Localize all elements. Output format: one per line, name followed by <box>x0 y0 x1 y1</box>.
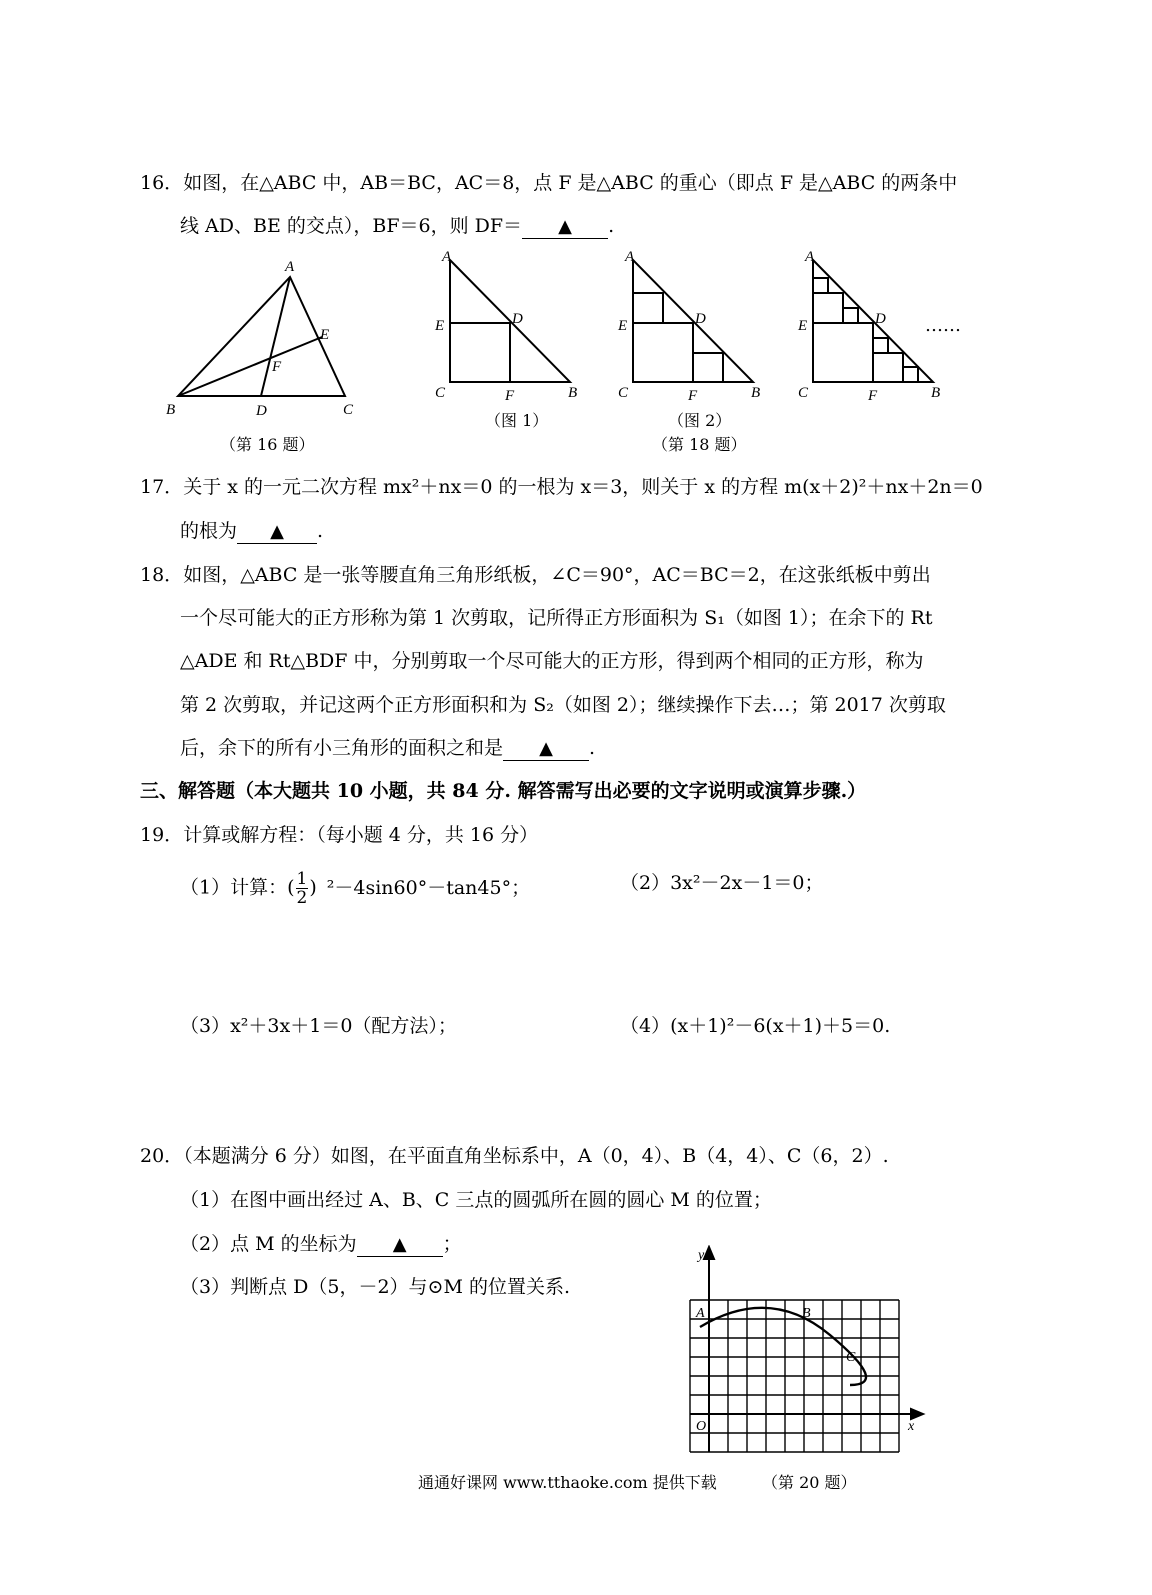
q18-answer-blank <box>503 738 589 761</box>
fig3-label-d: D <box>875 311 886 327</box>
q17-text-1: 关于 x 的一元二次方程 mx²＋nx＝0 的一根为 x＝3，则关于 x 的方程 m(x＋2)²＋nx＋2n＝0 <box>183 476 983 498</box>
fig1-label-b: B <box>568 385 578 401</box>
section3-title: 三、解答题（本大题共 10 小题，共 84 分. 解答需写出必要的文字说明或演算步骤.） <box>140 780 867 802</box>
fig2-label-d: D <box>695 311 706 327</box>
q20-answer-blank <box>357 1234 443 1257</box>
fig1-label-f: F <box>505 388 515 404</box>
q20-grid-lines <box>690 1300 899 1452</box>
q16-label-e: E <box>320 327 330 343</box>
fig3-label-a: A <box>805 249 815 265</box>
q20-line1 <box>140 1143 889 1169</box>
q20-label-c: C <box>846 1350 856 1365</box>
q18-line1 <box>140 562 931 588</box>
q19-number: 19． <box>140 824 184 846</box>
q16-figure <box>160 255 370 425</box>
q19-part2: （2）3x²－2x－1＝0； <box>620 872 824 894</box>
q20-label-y: y <box>698 1248 705 1263</box>
q19-title: 计算或解方程：（每小题 4 分，共 16 分） <box>183 824 539 846</box>
q16-label-f: F <box>272 359 282 375</box>
q18-line2: 一个尽可能大的正方形称为第 1 次剪取，记所得正方形面积为 S₁（如图 1）；在余下的 Rt <box>180 607 933 629</box>
q20-caption: （第 20 题） <box>762 1473 857 1492</box>
q18-line4: 第 2 次剪取，并记这两个正方形面积和为 S₂（如图 2）；继续操作下去…；第 2017 次剪取 <box>180 694 946 716</box>
q20-label-a: A <box>696 1306 705 1321</box>
fig1-label-d: D <box>512 311 523 327</box>
q17-line2 <box>180 518 323 544</box>
q16-label-c: C <box>343 402 354 418</box>
q16-text-1: 如图，在△ABC 中，AB＝BC，AC＝8，点 F 是△ABC 的重心（即点 F 是△ABC 的两条中 <box>183 172 958 194</box>
q18-ellipsis: …… <box>925 315 961 336</box>
q17-line1 <box>140 474 983 500</box>
q17-answer-blank <box>237 521 317 544</box>
q18-figs-caption: （第 18 题） <box>652 435 747 454</box>
q17-period: . <box>317 520 324 542</box>
q19-p1-prefix: （1）计算：( <box>180 876 295 899</box>
fig1-label-a: A <box>442 249 452 265</box>
q16-line2 <box>180 213 614 239</box>
q20-text-1: （本题满分 6 分）如图，在平面直角坐标系中，A（0，4）、B（4，4）、C（6，2）. <box>183 1145 889 1167</box>
q20-part2 <box>180 1231 462 1257</box>
q17-text-2: 的根为 <box>180 520 238 542</box>
fig3-label-f: F <box>868 388 878 404</box>
triangle-mark-icon: ▲ <box>270 521 284 542</box>
fig2-label-a: A <box>625 249 635 265</box>
q16-number: 16． <box>140 172 184 194</box>
q19-p1-paren: ) <box>309 876 317 899</box>
q17-number: 17． <box>140 476 184 498</box>
footer-source: 通通好课网 www.tthaoke.com 提供下载 <box>418 1473 717 1492</box>
fig2-label-f: F <box>688 388 698 404</box>
triangle-mark-icon: ▲ <box>392 1234 407 1255</box>
q16-median-be <box>178 337 322 396</box>
q16-line1 <box>140 170 957 196</box>
q20-grid-figure <box>680 1245 930 1455</box>
q20-p2-text: （2）点 M 的坐标为 <box>180 1233 357 1255</box>
fig2-label-c: C <box>618 385 629 401</box>
q18-line3: △ADE 和 Rt△BDF 中，分别剪取一个尽可能大的正方形，得到两个相同的正方形，称为 <box>180 650 924 672</box>
q20-label-o: O <box>696 1419 707 1434</box>
q18-text-5: 后，余下的所有小三角形的面积之和是 <box>180 737 504 759</box>
q18-period: . <box>589 737 596 759</box>
q18-line5 <box>180 735 595 761</box>
x-axis-arrow-icon <box>911 1409 923 1419</box>
q18-fig2 <box>613 245 773 410</box>
fig3-label-b: B <box>931 385 941 401</box>
q19-p1-rest: ²－4sin60°－tan45°； <box>326 876 531 899</box>
q16-label-d: D <box>256 403 267 419</box>
q19-fraction-num: 1 <box>296 869 308 889</box>
q20-p2-end: ； <box>442 1233 462 1255</box>
q16-answer-blank <box>522 216 608 239</box>
q19-fraction-den: 2 <box>296 888 308 908</box>
fig1-caption: （图 1） <box>485 411 549 430</box>
q19-fraction <box>296 870 309 907</box>
y-axis-arrow-icon <box>704 1247 714 1259</box>
q16-period: . <box>608 215 615 237</box>
q19-part1 <box>180 870 530 907</box>
q16-label-b: B <box>166 402 176 418</box>
q19-line1 <box>140 822 538 848</box>
fig2-caption: （图 2） <box>668 411 732 430</box>
q20-label-b: B <box>802 1306 811 1321</box>
fig2-label-e: E <box>618 318 628 334</box>
q16-text-2: 线 AD、BE 的交点），BF＝6，则 DF＝ <box>180 215 523 237</box>
q20-part3: （3）判断点 D（5，－2）与⊙M 的位置关系. <box>180 1276 570 1298</box>
q18-fig1 <box>430 245 590 410</box>
q16-median-ad <box>261 277 290 396</box>
q20-part1: （1）在图中画出经过 A、B、C 三点的圆弧所在圆的圆心 M 的位置； <box>180 1189 772 1211</box>
q20-label-x: x <box>908 1419 915 1434</box>
q20-number: 20． <box>140 1145 184 1167</box>
triangle-mark-icon: ▲ <box>558 216 572 237</box>
q18-text-1: 如图，△ABC 是一张等腰直角三角形纸板，∠C＝90°，AC＝BC＝2，在这张纸板中剪出 <box>183 564 931 586</box>
triangle-mark-icon: ▲ <box>539 738 553 759</box>
q18-number: 18． <box>140 564 184 586</box>
q19-part3: （3）x²＋3x＋1＝0（配方法）； <box>180 1015 457 1037</box>
fig1-label-e: E <box>435 318 445 334</box>
q16-caption: （第 16 题） <box>220 435 315 454</box>
fig1-label-c: C <box>435 385 446 401</box>
fig2-label-b: B <box>751 385 761 401</box>
fig3-label-e: E <box>798 318 808 334</box>
fig3-label-c: C <box>798 385 809 401</box>
q16-label-a: A <box>285 259 295 275</box>
q19-part4: （4）(x＋1)²－6(x＋1)＋5＝0. <box>620 1015 891 1037</box>
